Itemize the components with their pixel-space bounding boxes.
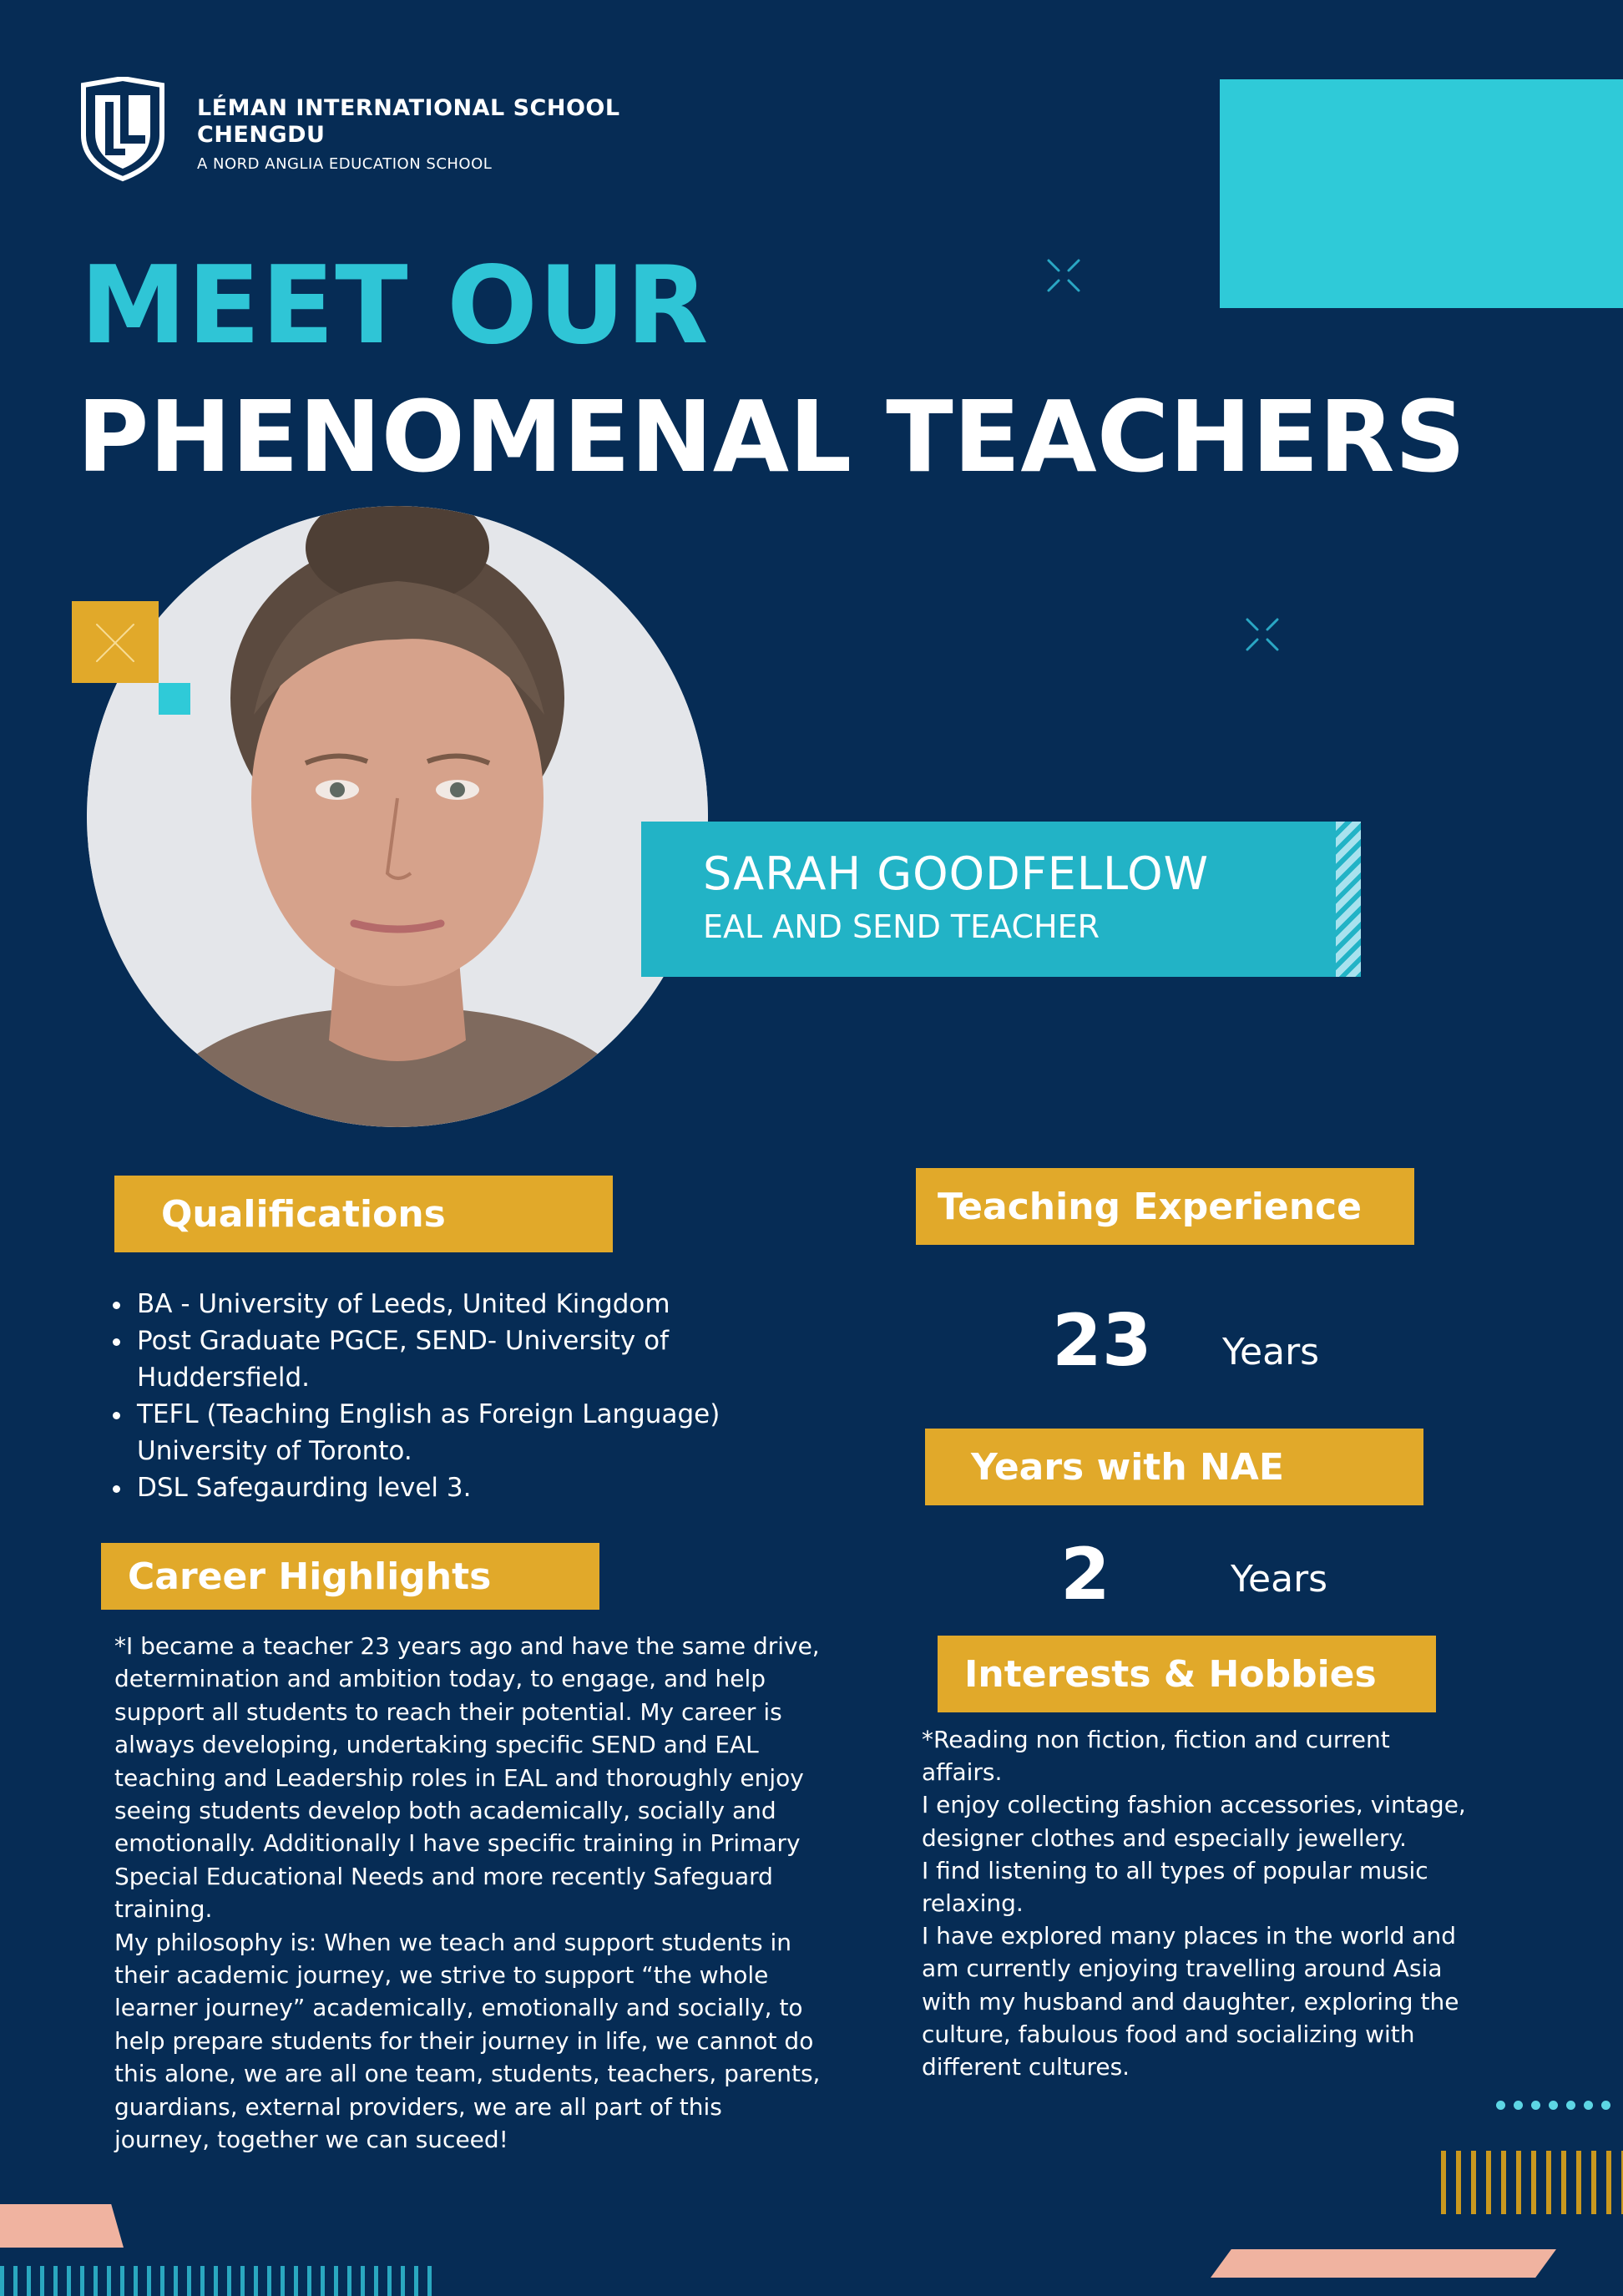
qualifications-heading [114,1176,613,1252]
qualifications-title: Qualifications [161,1192,446,1236]
teacher-name: SARAH GOODFELLOW [703,847,1210,900]
career-highlights-text: *I became a teacher 23 years ago and have the same drive, determination and ambition today, to engage, and help support all students to reach their potential. My career is always developing, undertaking specific SEND and EAL teaching and Leadership roles in EAL and thoroughly enjoy seeing students develop both academically, socially and emotionally. Additionally I have specific training in Primary Special Educational Needs and more recently Safeguard training. My philosophy is: When we teach and support students in their academic journey, we strive to support “the whole learner journey” academically, emotionally and socially, to help prepare students for their journey in life, we cannot do this alone, we are all one team, students, teachers, parents, guardians, external providers, we are all part of this journey, together we can suceed! [114,1632,821,2154]
decorative-cyan-rectangle [1220,79,1623,308]
school-name-line2: CHENGDU [197,122,326,148]
decorative-cyan-lines [0,2266,441,2296]
list-item: • DSL Safegaurding level 3. [134,1469,818,1506]
decorative-stripe [1336,822,1361,977]
teaching-experience-value: 23 [1052,1299,1152,1383]
portrait-illustration [87,506,708,1127]
career-highlights-title: Career Highlights [128,1555,492,1598]
list-item: • TEFL (Teaching English as Foreign Language) University of Toronto. [134,1396,818,1469]
list-item: • Post Graduate PGCE, SEND- University of Huddersfield. [134,1322,818,1396]
decorative-cyan-square [159,683,190,715]
interests-hobbies-text: *Reading non fiction, fiction and current affairs. I enjoy collecting fashion accessories, vintage, designer clothes and especially jewellery. I find listening to all types of popular music relaxing. I have explored many places in the world and am currently enjoying travelling around Asia with my husband and daughter, exploring the culture, fabulous food and socializing with different cultures. [922,1726,1466,2081]
teaching-experience-heading [916,1168,1414,1245]
decorative-pink-shape [0,2204,124,2248]
teacher-role: EAL AND SEND TEACHER [703,908,1100,945]
decorative-dots [1496,2101,1610,2110]
sparkle-icon [72,601,159,683]
decorative-gold-square [72,601,159,683]
teaching-experience-title: Teaching Experience [938,1185,1362,1228]
school-subtitle: A NORD ANGLIA EDUCATION SCHOOL [197,155,493,173]
years-with-nae-heading [925,1429,1423,1505]
decorative-pink-shape [1211,2249,1556,2278]
headline-phenomenal-teachers: PHENOMENAL TEACHERS [77,379,1466,494]
years-with-nae-unit: Years [1231,1558,1328,1601]
shield-logo-icon [77,77,169,182]
headline-meet-our: MEET OUR [80,244,710,368]
sparkle-icon [1045,257,1082,294]
school-name [197,95,620,149]
career-highlights-heading [101,1543,599,1610]
decorative-gold-lines [1441,2151,1623,2214]
years-with-nae-value: 2 [1060,1533,1110,1616]
teaching-experience-unit: Years [1222,1331,1320,1373]
list-item: • BA - University of Leeds, United Kingdom [134,1286,818,1322]
school-name-line1: LÉMAN INTERNATIONAL SCHOOL [197,95,620,121]
years-with-nae-title: Years with NAE [971,1445,1284,1489]
interests-hobbies-title: Interests & Hobbies [964,1652,1377,1696]
interests-hobbies-heading [938,1636,1436,1712]
teacher-portrait [87,506,708,1127]
sparkle-icon [1244,616,1281,653]
qualifications-list [104,1286,818,1506]
